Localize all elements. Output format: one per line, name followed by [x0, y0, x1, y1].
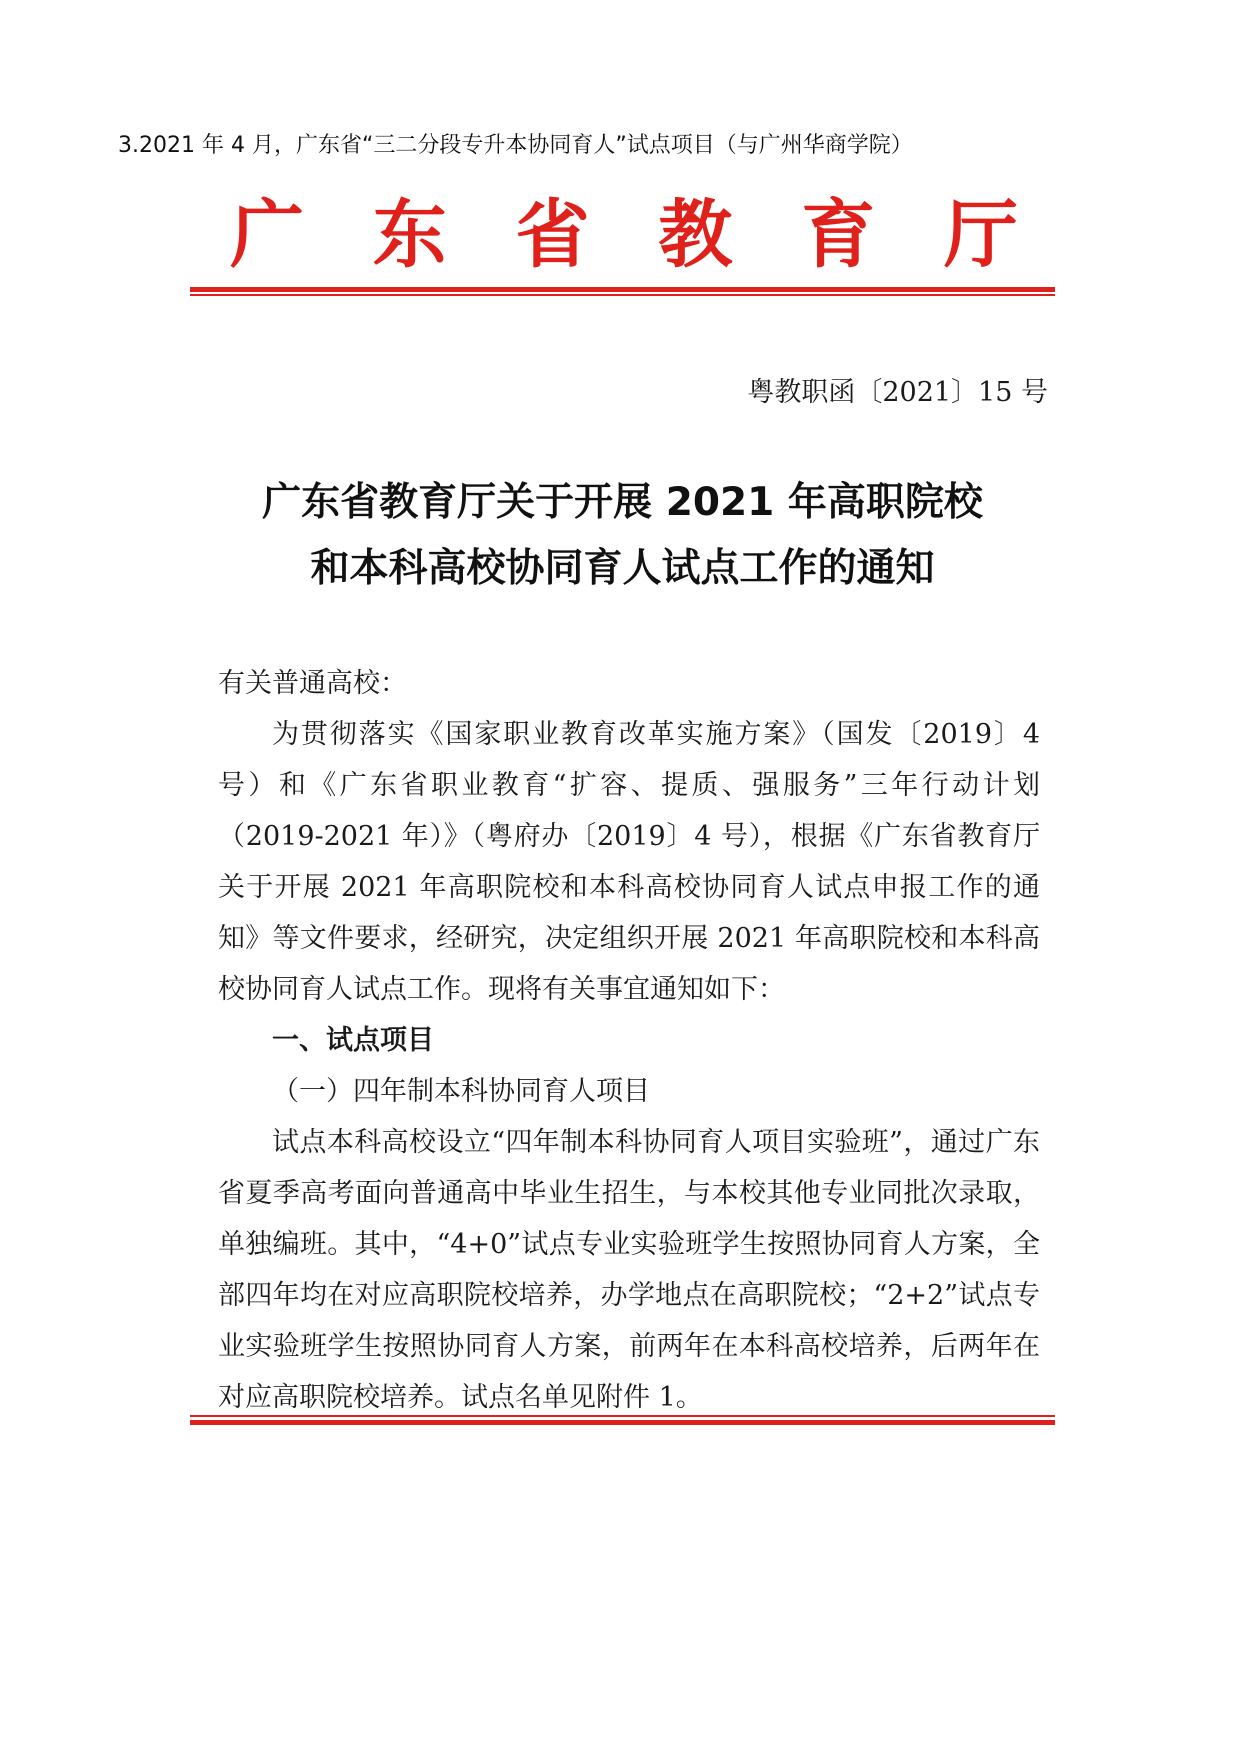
body-paragraph-1: 为贯彻落实《国家职业教育改革实施方案》（国发〔2019〕4 号）和《广东省职业教育“扩容、提质、强服务”三年行动计划（2019-2021 年）》（粤府办〔2019〕4 号），根据《广东省教育厅关于开展 2021 年高职院校和本科高校协同育人试点申报工作的通知》等文件要求，经研究，决定组织开展 2021 年高职院校和本科高校协同育人试点工作。现将有关事宜通知如下：: [218, 719, 1040, 1005]
letterhead: [230, 190, 1020, 280]
salutation: 有关普通高校：: [218, 668, 407, 699]
subsection-heading: （一）四年制本科协同育人项目: [272, 1076, 650, 1107]
title-line-2: 和本科高校协同育人试点工作的通知: [310, 546, 935, 591]
letterhead-char: 教: [658, 192, 735, 278]
title-line-1: 广东省教育厅关于开展 2021 年高职院校: [262, 480, 983, 525]
letterhead-rule-thick: [190, 287, 1055, 292]
body-paragraph-2: 试点本科高校设立“四年制本科协同育人项目实验班”，通过广东省夏季高考面向普通高中毕业生招生，与本校其他专业同批次录取，单独编班。其中，“4+0”试点专业实验班学生按照协同育人方案，全部四年均在对应高职院校培养，办学地点在高职院校；“2+2”试点专业实验班学生按照协同育人方案，前两年在本科高校培养，后两年在对应高职院校培养。试点名单见附件 1。: [218, 1127, 1040, 1413]
document-body: [218, 658, 1040, 1423]
footer-rule-thick: [190, 1420, 1055, 1425]
footer-rule-thin: [190, 1415, 1055, 1417]
letterhead-rule-thin: [190, 294, 1055, 296]
caption-text: 3.2021 年 4 月，广东省“三二分段专升本协同育人”试点项目（与广州华商学院）: [118, 133, 913, 158]
document-title: [190, 470, 1055, 602]
letterhead-char: 东: [372, 192, 449, 278]
letterhead-char: 广: [230, 192, 306, 278]
letterhead-char: 省: [515, 192, 592, 278]
letterhead-char: 厅: [943, 192, 1020, 278]
letterhead-char: 育: [801, 192, 878, 278]
document-number: 粤教职函〔2021〕15 号: [747, 377, 1048, 408]
section-heading: 一、试点项目: [272, 1025, 434, 1056]
